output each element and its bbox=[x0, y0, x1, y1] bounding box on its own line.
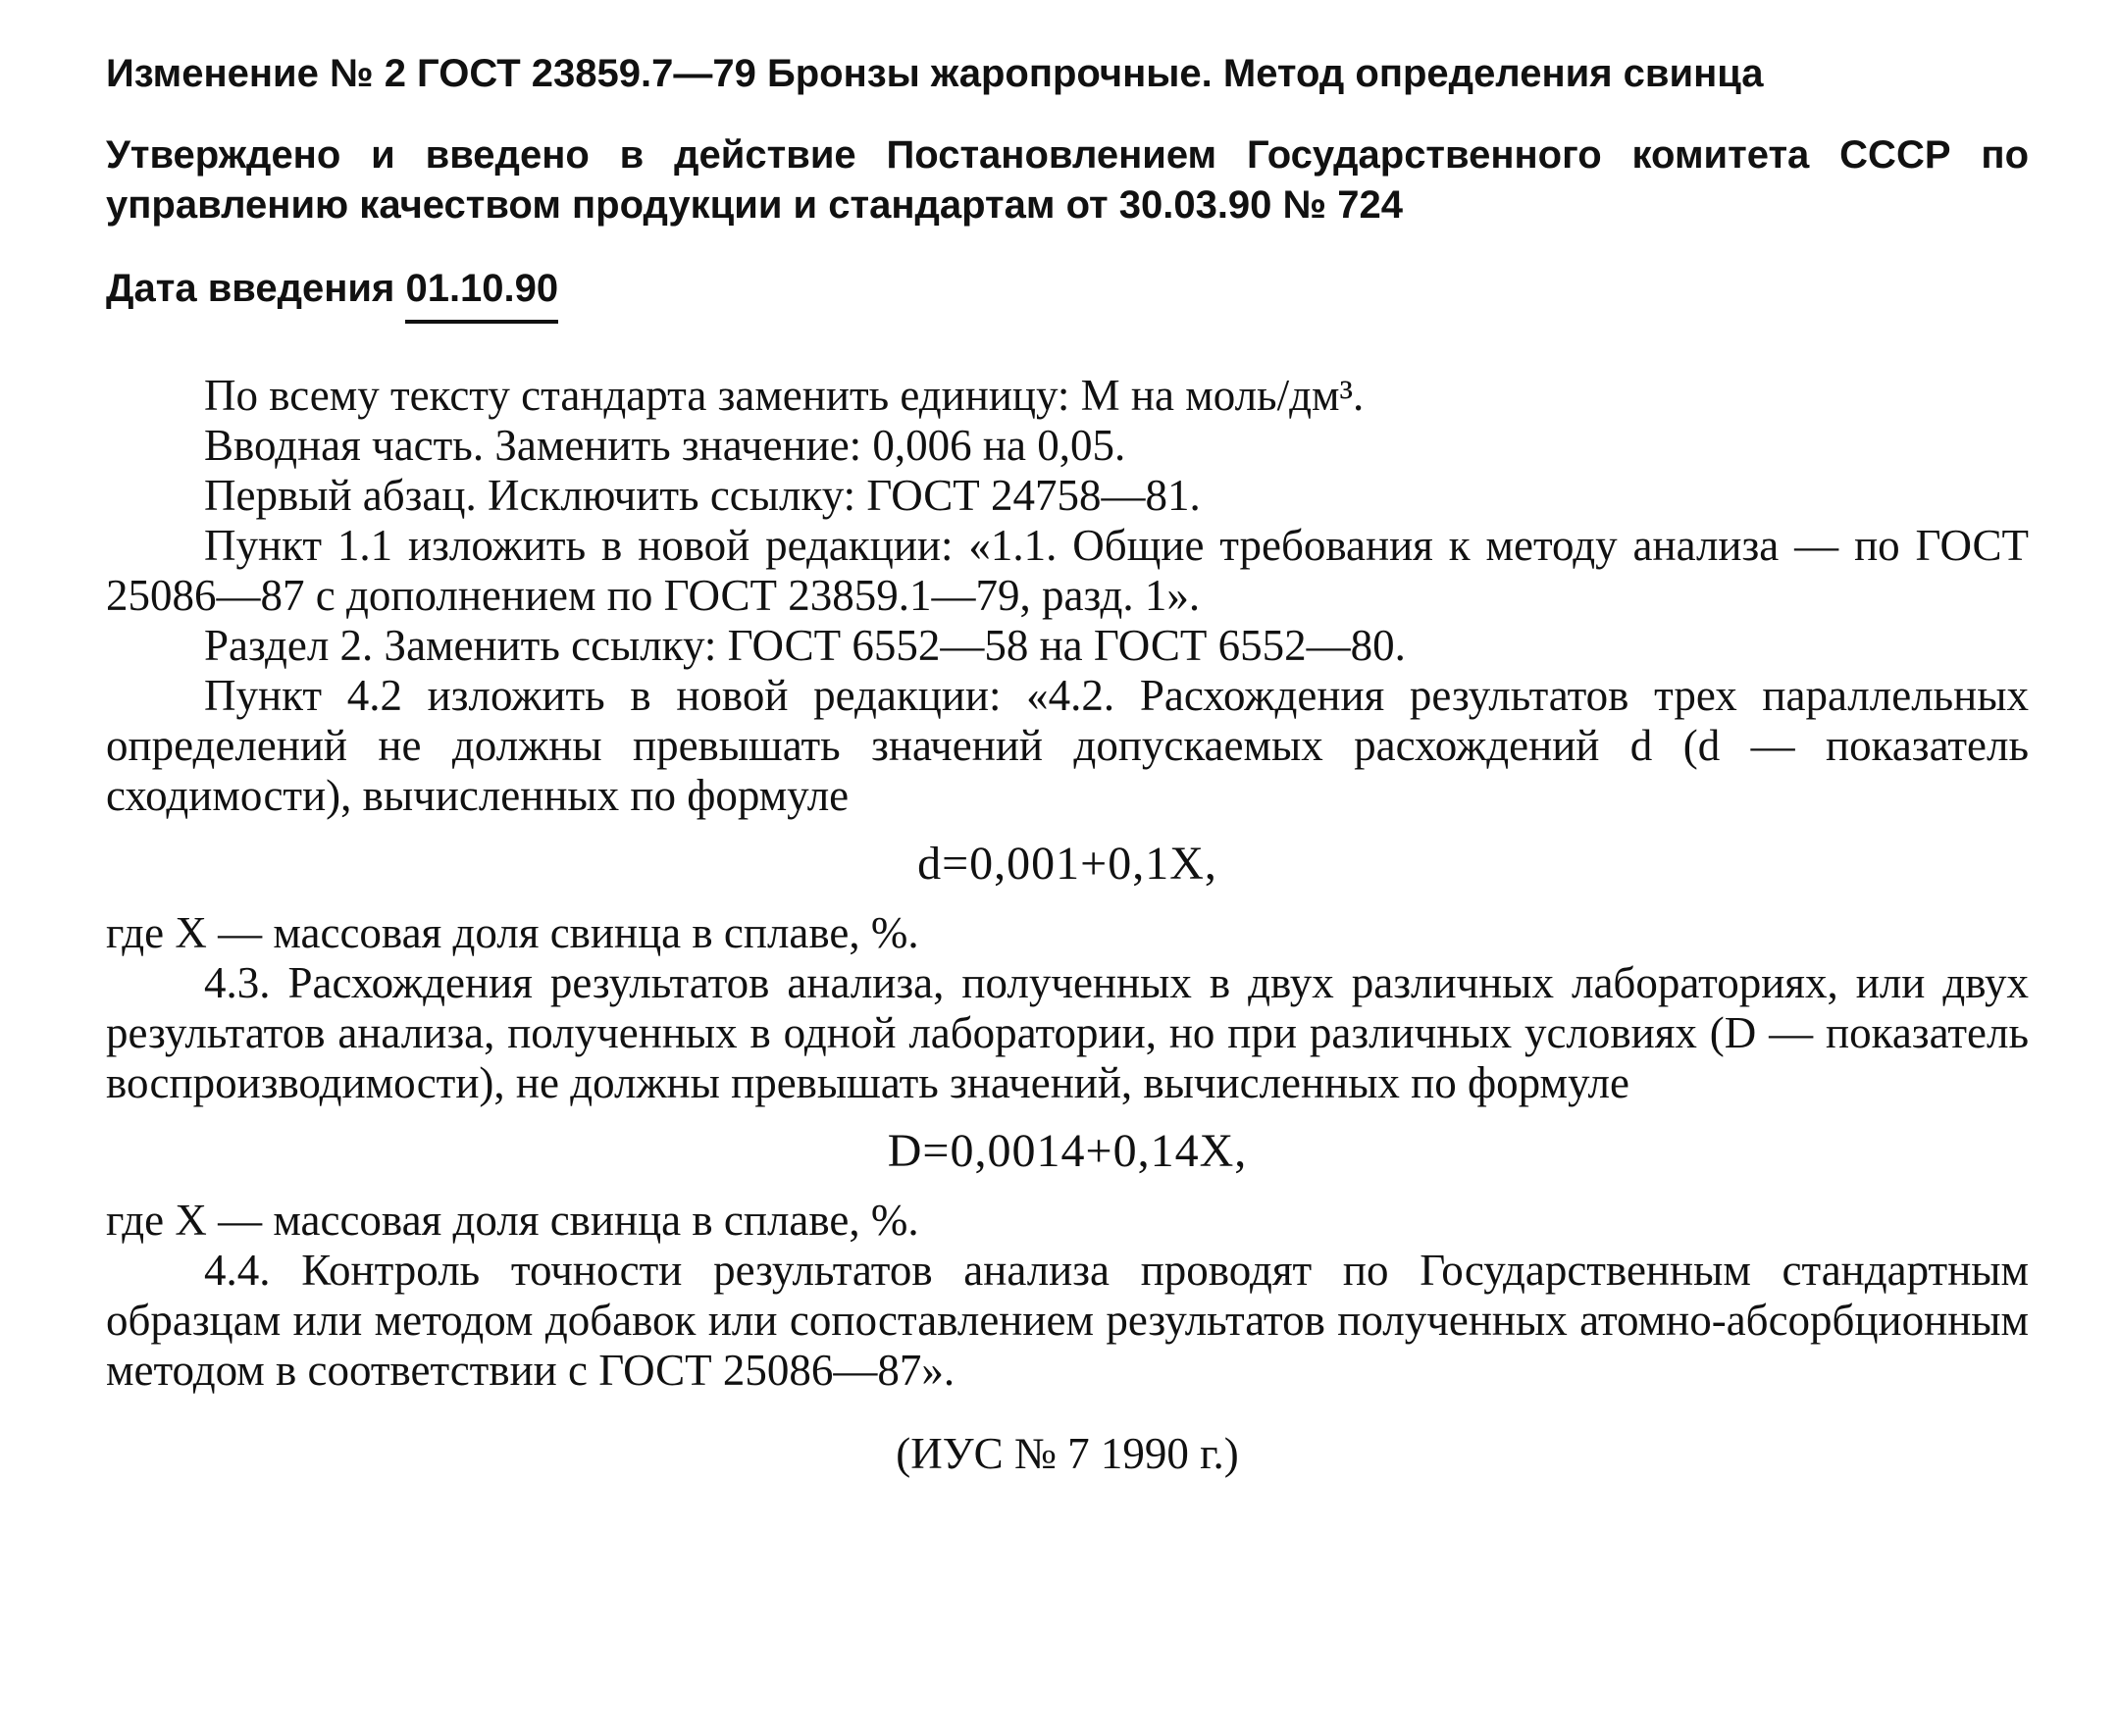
effective-date-value: 01.10.90 bbox=[405, 264, 558, 324]
paragraph-first-abstract: Первый абзац. Исключить ссылку: ГОСТ 24758—81. bbox=[204, 471, 1201, 520]
paragraph-clause-4-4: 4.4. Контроль точности результатов анализа проводят по Государственным стандартным образцам или методом добавок или сопоставлением результатов полученных атомно-абсорбционным методом в соответствии с ГОСТ 25086—87». bbox=[106, 1246, 2029, 1395]
document-title: Изменение № 2 ГОСТ 23859.7—79 Бронзы жаропрочные. Метод определения свинца bbox=[106, 52, 1764, 95]
approval-statement: Утверждено и введено в действие Постановлением Государственного комитета СССР по управлению качеством продукции и стандартам от 30.03.90 № 724 bbox=[106, 133, 2029, 227]
paragraph-unit-replacement: По всему тексту стандарта заменить единицу: М на моль/дм³. bbox=[204, 371, 1365, 420]
formula-legend-2: где X — массовая доля свинца в сплаве, %. bbox=[106, 1196, 919, 1245]
formula-legend-1: где X — массовая доля свинца в сплаве, %. bbox=[106, 908, 919, 957]
paragraph-section-2: Раздел 2. Заменить ссылку: ГОСТ 6552—58 на ГОСТ 6552—80. bbox=[204, 621, 1406, 670]
paragraph-clause-1-1: Пункт 1.1 изложить в новой редакции: «1.1. Общие требования к методу анализа — по ГОСТ 25086—87 с дополнением по ГОСТ 23859.1—79, разд. 1». bbox=[106, 521, 2029, 620]
formula-reproducibility: D=0,0014+0,14X, bbox=[887, 1125, 1248, 1177]
paragraph-clause-4-3: 4.3. Расхождения результатов анализа, полученных в двух различных лабораториях, или двух результатов анализа, полученных в одной лаборатории, но при различных условиях (D — показатель воспроизводимости), не должны превышать значений, вычисленных по формуле bbox=[106, 958, 2029, 1107]
document-page bbox=[106, 49, 2029, 1479]
publication-reference: (ИУС № 7 1990 г.) bbox=[896, 1429, 1239, 1478]
paragraph-clause-4-2: Пункт 4.2 изложить в новой редакции: «4.2. Расхождения результатов трех параллельных определений не должны превышать значений допускаемых расхождений d (d — показатель сходимости), вычисленных по формуле bbox=[106, 671, 2029, 820]
effective-date-label: Дата введения bbox=[106, 267, 395, 310]
paragraph-introduction: Вводная часть. Заменить значение: 0,006 на 0,05. bbox=[204, 421, 1126, 470]
formula-repeatability: d=0,001+0,1X, bbox=[917, 838, 1217, 890]
effective-date-row bbox=[106, 264, 2029, 324]
